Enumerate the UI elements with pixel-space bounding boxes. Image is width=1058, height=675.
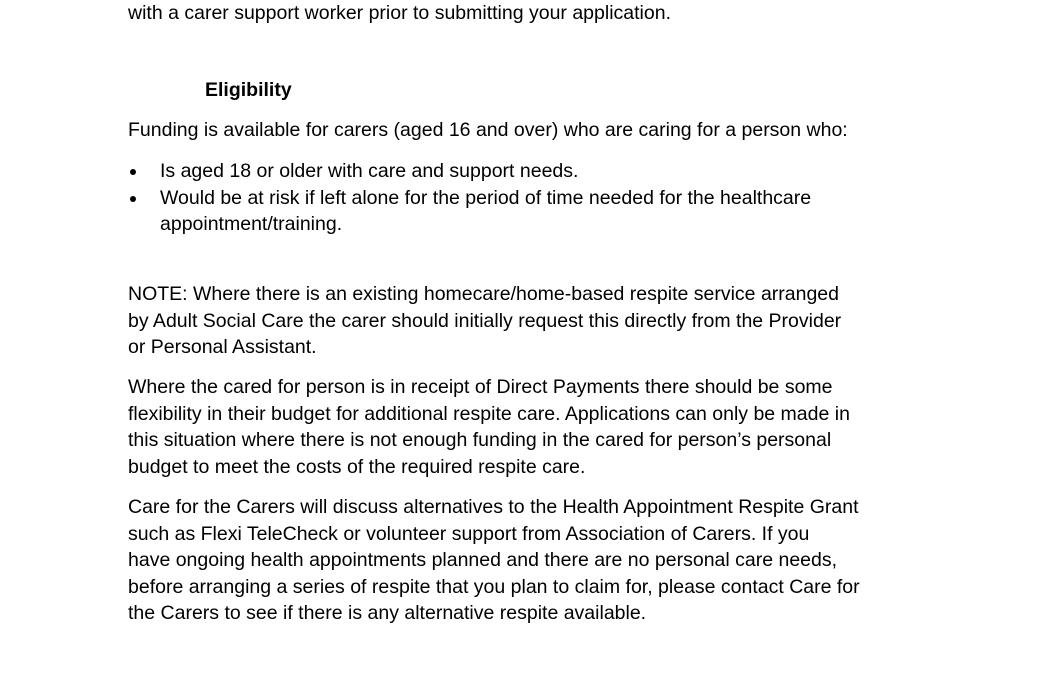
alternatives-line: before arranging a series of respite that you plan to claim for, please contact Care for xyxy=(128,575,860,598)
list-item-text: Would be at risk if left alone for the period of time needed for the healthcare xyxy=(160,186,812,209)
direct-payments-line: budget to meet the costs of the required respite care. xyxy=(128,455,586,478)
note-line: or Personal Assistant. xyxy=(128,336,317,358)
eligibility-intro: Funding is available for carers (aged 16 and over) who are caring for a person who: xyxy=(128,119,848,141)
bullet-icon xyxy=(130,169,136,175)
alternatives-paragraph xyxy=(128,494,948,627)
alternatives-line: Care for the Carers will discuss alternatives to the Health Appointment Respite Grant xyxy=(128,496,859,518)
note-line: by Adult Social Care the carer should initially request this directly from the Provider xyxy=(128,309,842,332)
bullet-icon xyxy=(130,196,136,202)
eligibility-criteria-list xyxy=(128,158,811,238)
note-line: NOTE: Where there is an existing homecare/home-based respite service arranged xyxy=(128,283,839,305)
direct-payments-line: flexibility in their budget for additional respite care. Applications can only be made in xyxy=(128,402,850,425)
alternatives-line: have ongoing health appointments planned and there are no personal care needs, xyxy=(128,549,838,571)
direct-payments-line: this situation where there is not enough funding in the cared for person’s personal xyxy=(128,429,832,451)
eligibility-heading: Eligibility xyxy=(205,79,292,101)
list-item-text: appointment/training. xyxy=(160,213,343,235)
list-item xyxy=(128,158,811,185)
direct-payments-line: Where the cared for person is in receipt of Direct Payments there should be some xyxy=(128,376,833,398)
list-item-text: Is aged 18 or older with care and support needs. xyxy=(160,160,579,182)
alternatives-line: the Carers to see if there is any alternative respite available. xyxy=(128,602,647,624)
list-item xyxy=(128,185,811,238)
intro-paragraph xyxy=(128,0,948,27)
direct-payments-paragraph xyxy=(128,374,948,480)
intro-line: with a carer support worker prior to submitting your application. xyxy=(128,2,671,24)
note-paragraph xyxy=(128,281,948,361)
alternatives-line: such as Flexi TeleCheck or volunteer support from Association of Carers. If you xyxy=(128,522,810,545)
